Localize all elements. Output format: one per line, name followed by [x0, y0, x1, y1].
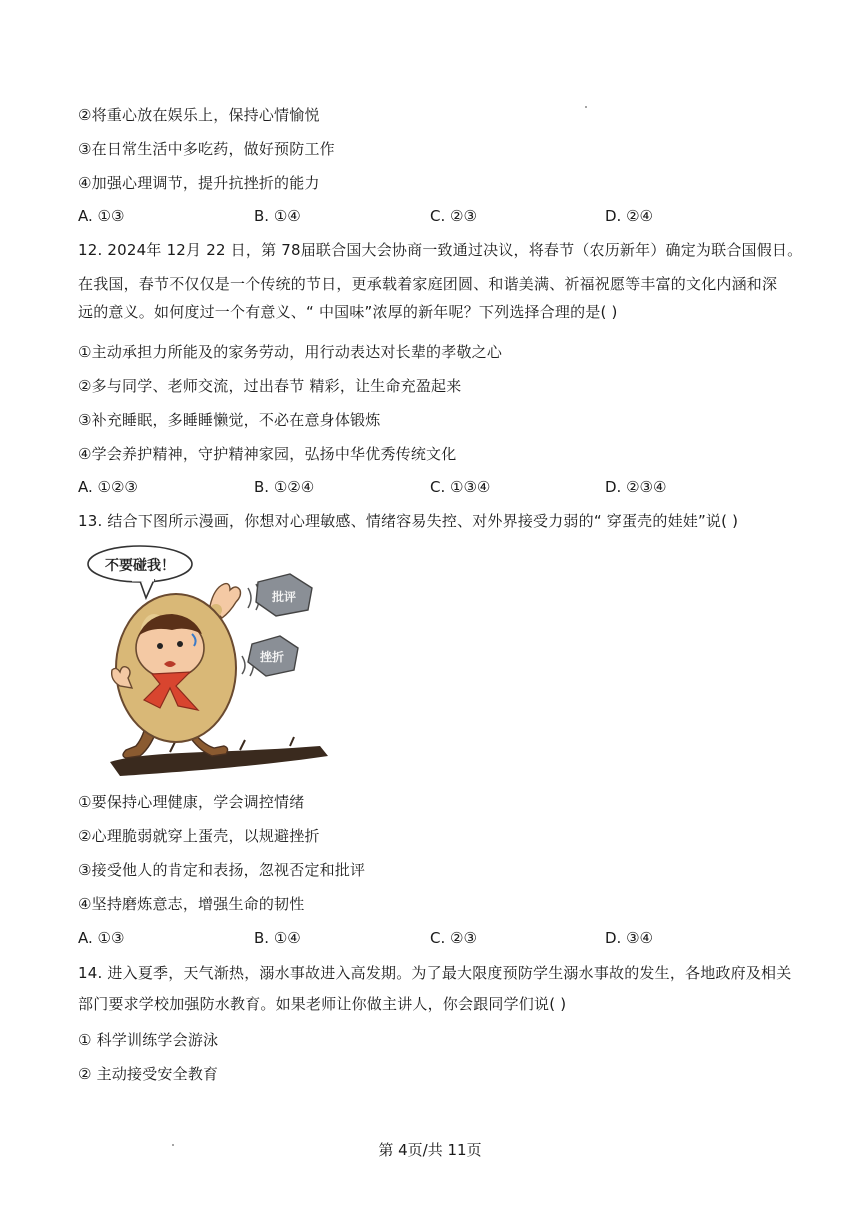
q13-choice-a: A. ①③: [78, 929, 125, 947]
q13-choice-c: C. ②③: [430, 929, 477, 947]
q14-stem-line-1: 14. 进入夏季，天气渐热，溺水事故进入高发期。为了最大限度预防学生溺水事故的发生，各地政府及相关: [78, 964, 792, 982]
q11-choice-c: C. ②③: [430, 207, 477, 225]
q11-choice-a: A. ①③: [78, 207, 125, 225]
q13-choices: [78, 928, 778, 948]
q11-choice-b: B. ①④: [254, 207, 301, 225]
eggshell-doll-cartoon: [80, 540, 330, 780]
q12-stem-line-1: 12. 2024年 12月 22 日，第 78届联合国大会协商一致通过决议，将春节（农历新年）确定为联合国假日。: [78, 241, 803, 259]
q14-option-2: ② 主动接受安全教育: [78, 1065, 219, 1083]
q12-choice-a: A. ①②③: [78, 478, 138, 496]
page-number-footer: 第 4页/共 11页: [378, 1141, 482, 1159]
q14-option-1: ① 科学训练学会游泳: [78, 1031, 219, 1049]
q12-choices: [78, 477, 778, 497]
q11-option-2: ②将重心放在娱乐上，保持心情愉悦: [78, 106, 320, 124]
q12-option-2: ②多与同学、老师交流，过出春节 精彩，让生命充盈起来: [78, 377, 462, 395]
rock-criticism-label: 批评: [271, 590, 297, 604]
q11-option-4: ④加强心理调节，提升抗挫折的能力: [78, 174, 320, 192]
cartoon-svg: [80, 540, 330, 780]
left-hand: [112, 667, 132, 688]
q12-choice-c: C. ①③④: [430, 478, 491, 496]
right-eye: [177, 641, 183, 647]
q13-option-1: ①要保持心理健康，学会调控情绪: [78, 793, 305, 811]
q11-choices: [78, 206, 778, 226]
q12-stem-line-3: 远的意义。如何度过一个有意义、“ 中国味”浓厚的新年呢？下列选择合理的是( ): [78, 303, 618, 321]
q12-stem-line-2: 在我国，春节不仅仅是一个传统的节日，更承载着家庭团圆、和谐美满、祈福祝愿等丰富的文化内涵和深: [78, 275, 778, 293]
q13-choice-d: D. ③④: [605, 929, 653, 947]
q14-stem-line-2: 部门要求学校加强防水教育。如果老师让你做主讲人，你会跟同学们说( ): [78, 995, 567, 1013]
q12-choice-b: B. ①②④: [254, 478, 315, 496]
q13-stem: 13. 结合下图所示漫画，你想对心理敏感、情绪容易失控、对外界接受力弱的“ 穿蛋壳的娃娃”说( ): [78, 512, 739, 530]
q13-choice-b: B. ①④: [254, 929, 301, 947]
q11-choice-d: D. ②④: [605, 207, 653, 225]
left-eye: [157, 643, 163, 649]
speech-bubble-tail: [140, 580, 154, 598]
q12-choice-d: D. ②③④: [605, 478, 667, 496]
q13-option-3: ③接受他人的肯定和表扬，忽视否定和批评: [78, 861, 366, 879]
rock-setback-label: 挫折: [259, 650, 285, 664]
q12-option-3: ③补充睡眠，多睡睡懒觉，不必在意身体锻炼: [78, 411, 381, 429]
q13-option-2: ②心理脆弱就穿上蛋壳，以规避挫折: [78, 827, 320, 845]
q12-option-4: ④学会养护精神，守护精神家园，弘扬中华优秀传统文化: [78, 445, 457, 463]
q13-option-4: ④坚持磨炼意志，增强生命的韧性: [78, 895, 305, 913]
q11-option-3: ③在日常生活中多吃药，做好预防工作: [78, 140, 335, 158]
speech-text: 不要碰我！: [105, 558, 175, 574]
q12-option-1: ①主动承担力所能及的家务劳动，用行动表达对长辈的孝敬之心: [78, 343, 503, 361]
scan-speck: [585, 106, 587, 108]
